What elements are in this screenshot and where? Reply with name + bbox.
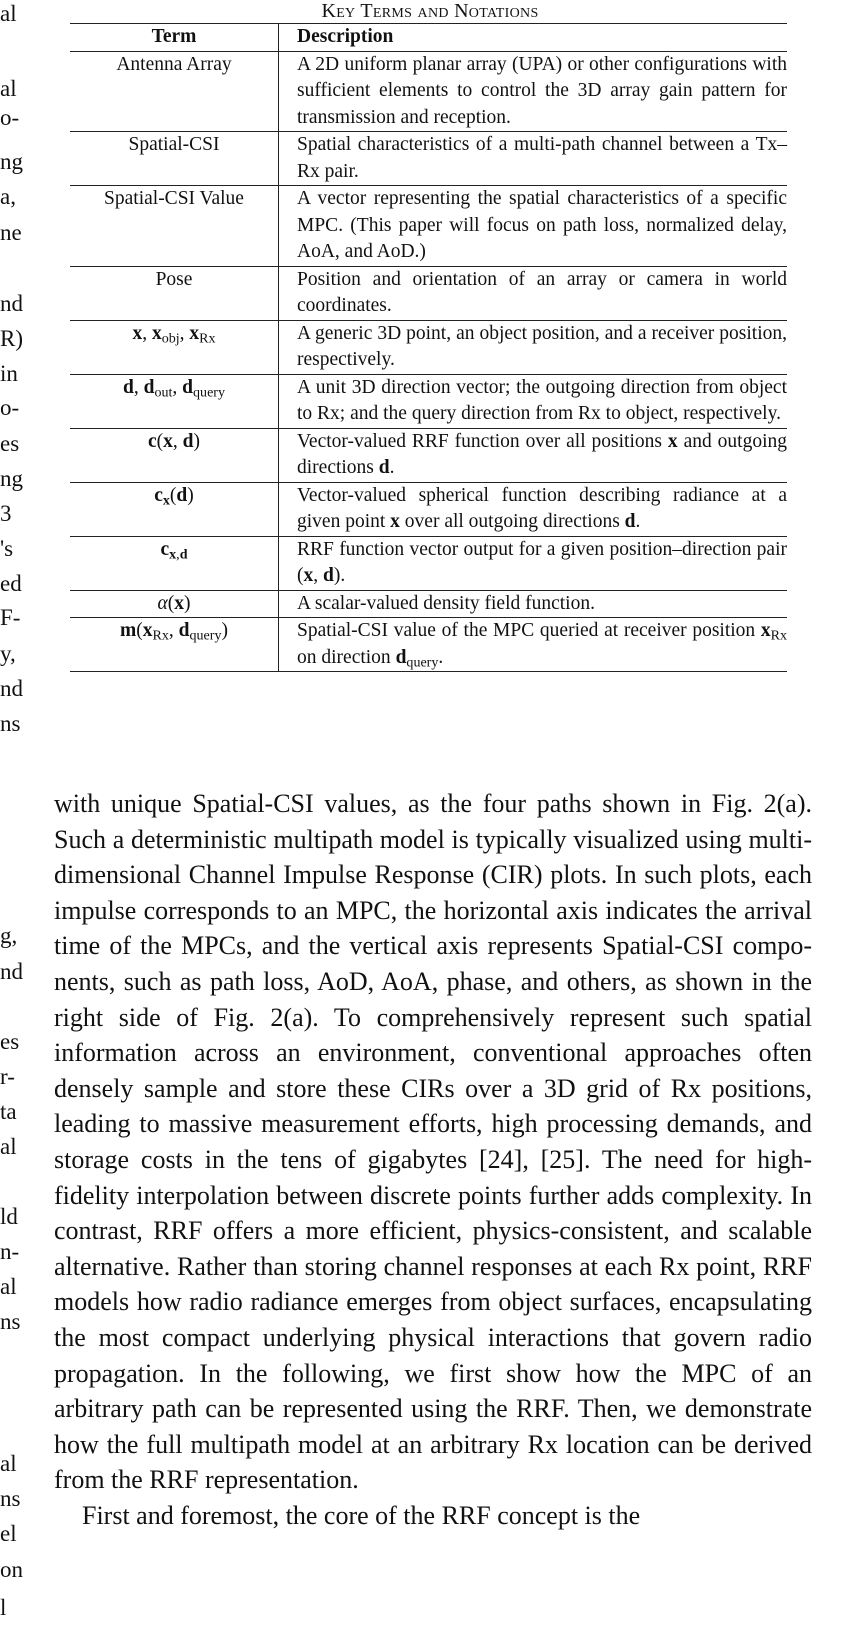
left-column-text-fragment: o- [0, 105, 20, 130]
left-column-text-fragment: al [0, 1, 17, 26]
term-cell: x, $x_{obj}$, $x_{Rx}$ [70, 320, 279, 374]
left-column-text-fragment: nd [0, 959, 23, 984]
table-row [70, 590, 787, 618]
term-column-header: Term [70, 24, 279, 52]
left-column-text-fragment: ns [0, 1309, 21, 1334]
left-column-text-fragment: n- [0, 1239, 20, 1264]
table-body [70, 51, 787, 672]
table-header-row [70, 24, 787, 52]
left-column-text-fragment: F- [0, 605, 21, 630]
description-cell: Spatial characteristics of a multi-path channel between a Tx–Rx pair. [279, 132, 788, 186]
left-column-text-fragment: nd [0, 676, 23, 701]
left-column-text-fragment: 3 [0, 501, 12, 526]
term-cell: Spatial-CSI Value [70, 186, 279, 267]
table-caption: Key Terms and Notations [321, 0, 539, 22]
left-column-text-fragment: y, [0, 641, 16, 666]
description-cell: A 2D uniform planar array (UPA) or other configurations with sufficient elements to control the 3D array gain pattern for transmission and reception. [279, 51, 788, 132]
left-column-text-fragment: a, [0, 184, 16, 209]
left-column-text-fragment: nd [0, 291, 23, 316]
left-column-text-fragment: es [0, 1029, 20, 1054]
table-row [70, 536, 787, 590]
term-cell: Antenna Array [70, 51, 279, 132]
left-column-text-fragment: ed [0, 571, 22, 596]
left-column-text-fragment: al [0, 76, 17, 101]
term-cell: Spatial-CSI [70, 132, 279, 186]
description-cell: Position and orientation of an array or camera in world coordinates. [279, 266, 788, 320]
table-row [70, 428, 787, 482]
left-column-text-fragment: ng [0, 466, 23, 491]
table-row [70, 186, 787, 267]
left-column-text-fragment: al [0, 1451, 17, 1476]
left-column-text-fragment: R) [0, 326, 23, 351]
left-column-text-fragment: o- [0, 395, 20, 420]
table-row [70, 618, 787, 672]
left-column-text-fragment: al [0, 1274, 17, 1299]
left-column-text-fragment: ng [0, 149, 23, 174]
description-cell: A generic 3D point, an object position, and a receiver position, respectively. [279, 320, 788, 374]
description-cell: Spatial-CSI value of the MPC queried at receiver position $x_{Rx}$ on direction $d_{query}$. [279, 618, 788, 672]
term-cell: d, $d_{out}$, $d_{query}$ [70, 374, 279, 428]
description-cell: RRF function vector output for a given position–direction pair (x, d). [279, 536, 788, 590]
left-column-text-fragment: es [0, 431, 20, 456]
table-row [70, 374, 787, 428]
term-cell: $c_x(d)$ [70, 482, 279, 536]
left-column-text-fragment: ld [0, 1204, 18, 1229]
description-cell: A scalar-valued density field function. [279, 590, 788, 618]
description-column-header: Description [279, 24, 788, 52]
term-cell: c(x, d) [70, 428, 279, 482]
left-column-text-fragment: ta [0, 1099, 17, 1124]
term-cell: α(x) [70, 590, 279, 618]
body-text [54, 786, 812, 1533]
left-column-text-fragment: al [0, 1134, 17, 1159]
left-column-text-fragment: l [0, 1595, 7, 1620]
table-row [70, 51, 787, 132]
left-column-fragment [0, 0, 23, 1642]
table-row [70, 266, 787, 320]
left-column-text-fragment: g, [0, 923, 18, 948]
left-column-text-fragment: ns [0, 711, 21, 736]
term-cell: $m(x_{Rx}$, $d_{query}$) [70, 618, 279, 672]
table-row [70, 132, 787, 186]
left-column-text-fragment: r- [0, 1064, 15, 1089]
left-column-text-fragment: 's [0, 536, 14, 561]
left-column-text-fragment: on [0, 1557, 23, 1582]
table-row [70, 482, 787, 536]
left-column-text-fragment: in [0, 361, 18, 386]
body-paragraph: First and foremost, the core of the RRF concept is the [82, 1500, 641, 1530]
description-cell: Vector-valued RRF function over all positions x and outgoing directions d. [279, 428, 788, 482]
term-cell: $c_{x,d}$ [70, 536, 279, 590]
description-cell: Vector-valued spherical function describing radiance at a given point x over all outgoing directions d. [279, 482, 788, 536]
table-row [70, 320, 787, 374]
term-cell: Pose [70, 266, 279, 320]
left-column-text-fragment: ns [0, 1486, 21, 1511]
description-cell: A unit 3D direction vector; the outgoing direction from object to Rx; and the query direction from Rx to object, respectively. [279, 374, 788, 428]
left-column-text-fragment: el [0, 1521, 17, 1546]
body-paragraph: with unique Spatial-CSI values, as the four paths shown in Fig. 2(a). Such a deterministic multipath model is typically visualized using multi-dimensional Channel Impulse Response (CIR) plots. In such plots, each impulse corresponds to an MPC, the horizontal axis indicates the arrival time of the MPCs, and the vertical axis represents Spatial-CSI components, such as path loss, AoD, AoA, phase, and others, as shown in the right side of Fig. 2(a). To comprehensively represent such spatial information across an environment, conventional approaches often densely sample and store these CIRs over a 3D grid of Rx positions, leading to massive measurement efforts, high processing demands, and storage costs in the tens of gigabytes [24], [25]. The need for high-fidelity interpolation between discrete points further adds complexity. In contrast, RRF offers a more efficient, physics-consistent, and scalable alternative. Rather than storing channel responses at each Rx point, RRF models how radio radiance emerges from object surfaces, encapsulating the most compact underlying physical interactions that govern radio propagation. In the following, we first show how the MPC of an arbitrary path can be represented using the RRF. Then, we demonstrate how the full multipath model at an arbitrary Rx location can be derived from the RRF representation. [54, 789, 812, 1495]
key-terms-table [70, 23, 787, 672]
description-cell: A vector representing the spatial characteristics of a specific MPC. (This paper will focus on path loss, normalized delay, AoA, and AoD.) [279, 186, 788, 267]
left-column-text-fragment: ne [0, 220, 22, 245]
